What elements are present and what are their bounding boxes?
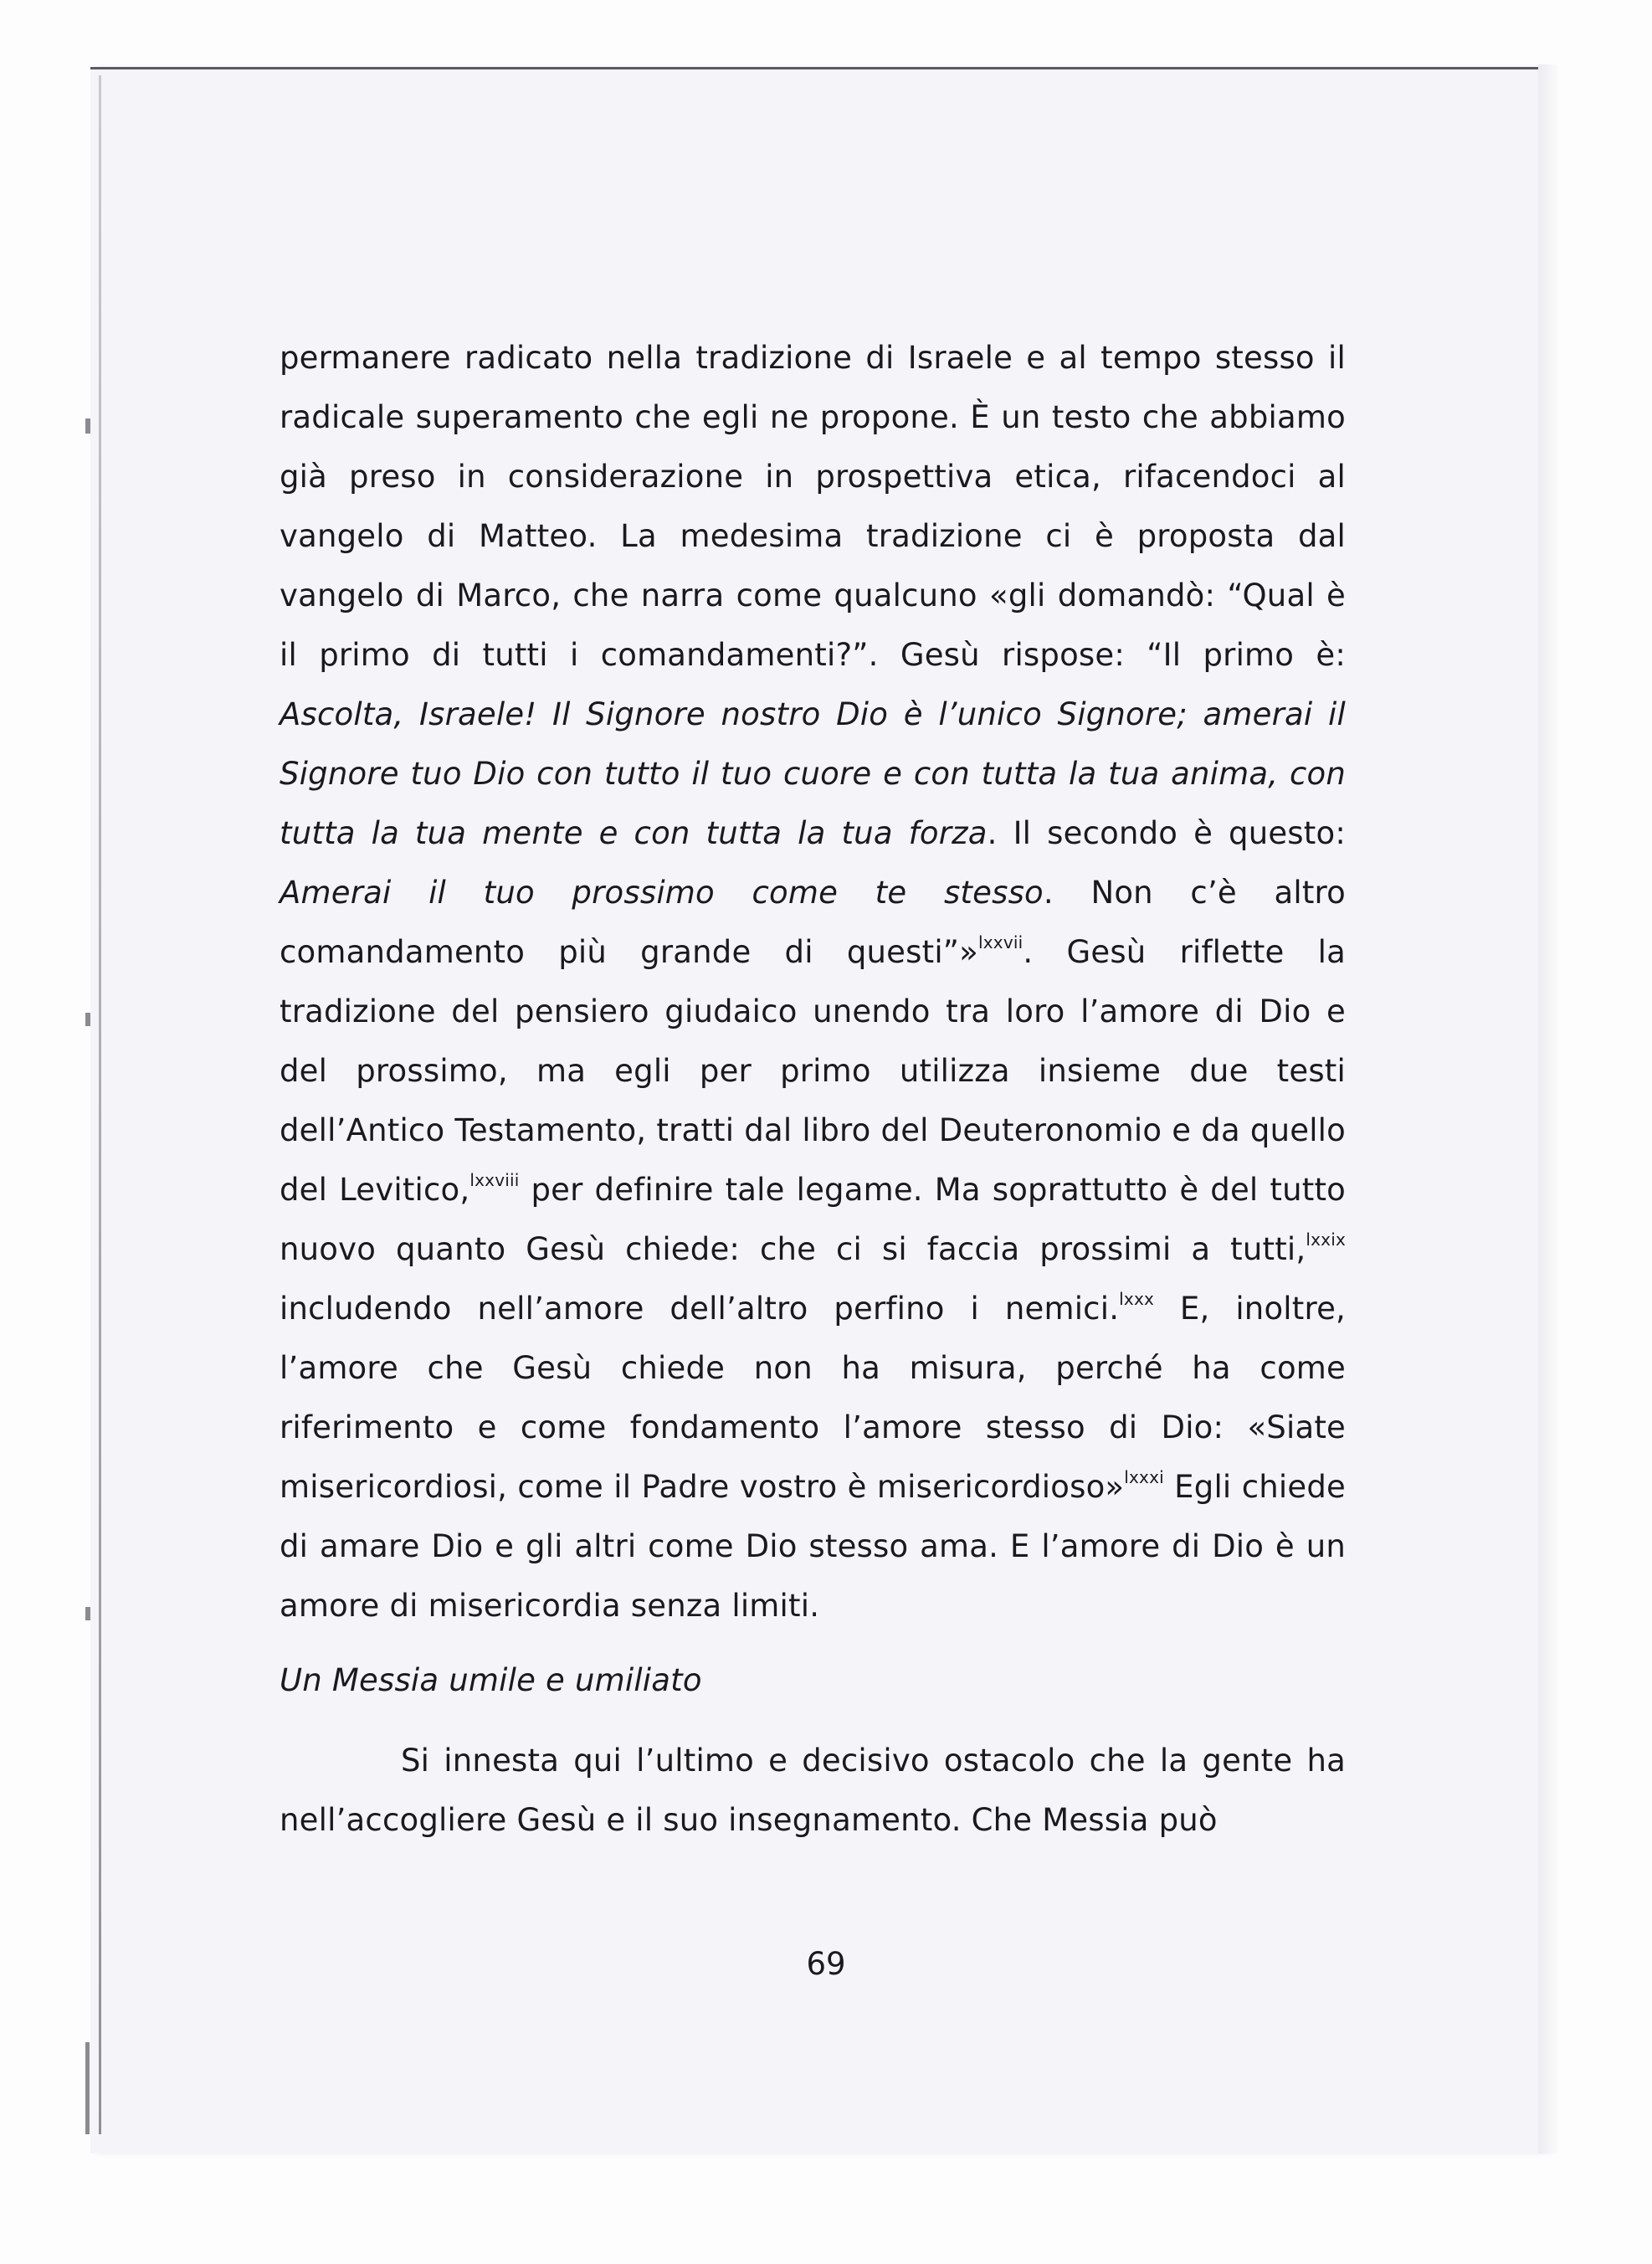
section-heading: Un Messia umile e umiliato bbox=[280, 1662, 702, 1698]
text-run: per definire tale legame. Ma soprattutto è del tutto nuovo quanto Gesù chiede: che ci si faccia prossimi a tutti, bbox=[280, 1172, 1346, 1267]
endnote-ref: lxxviii bbox=[469, 1169, 520, 1190]
body-text bbox=[280, 328, 1346, 1850]
gutter-mark bbox=[85, 418, 90, 434]
text-run: . Gesù riflette la tradizione del pensiero giudaico unendo tra loro l’amore di Dio e del prossimo, ma egli per primo utilizza insieme due testi dell’Antico Testamento, tratti dal libro del Deuteronomio e da quello del Levitico, bbox=[280, 934, 1346, 1208]
endnote-ref: lxxvii bbox=[978, 932, 1024, 952]
text-run: E, inoltre, l’amore che Gesù chiede non ha misura, perché ha come riferimento e come fondamento l’amore stesso di Dio: «Siate misericordiosi, come il Padre vostro è misericordioso» bbox=[280, 1291, 1347, 1505]
italic-quote: Amerai il tuo prossimo come te stesso bbox=[280, 875, 1044, 911]
text-run: . Il secondo è questo: bbox=[987, 815, 1346, 851]
text-run: . Non c’è altro comandamento più grande di questi”» bbox=[280, 875, 1346, 970]
text-run: permanere radicato nella tradizione di Israele e al tempo stesso il radicale superamento che egli ne propone. È un testo che abbiamo già preso in considerazione in prospettiva etica, rifacendoci al vangelo di Matteo. La medesima tradizione ci è proposta dal vangelo di Marco, che narra come qualcuno «gli domandò: “Qual è il primo di tutti i comandamenti?”. Gesù rispose: “Il primo è: bbox=[280, 340, 1346, 673]
binding-gutter bbox=[99, 75, 101, 2134]
paragraph bbox=[280, 328, 1346, 1635]
gutter-mark bbox=[85, 1013, 90, 1026]
text-run: Egli chiede di amare Dio e gli altri come Dio stesso ama. E l’amore di Dio è un amore di misericordia senza limiti. bbox=[280, 1469, 1346, 1624]
page-number: 69 bbox=[806, 1946, 846, 1982]
endnote-ref: lxxix bbox=[1306, 1229, 1346, 1250]
endnote-ref: lxxx bbox=[1119, 1288, 1155, 1309]
text-run: includendo nell’amore dell’altro perfino i nemici. bbox=[280, 1291, 1120, 1327]
gutter-mark bbox=[85, 1607, 90, 1620]
paragraph: Si innesta qui l’ultimo e decisivo ostacolo che la gente ha nell’accogliere Gesù e il suo insegnamento. Che Messia può bbox=[280, 1743, 1346, 1838]
gutter-mark bbox=[85, 2042, 90, 2134]
endnote-ref: lxxxi bbox=[1124, 1466, 1164, 1487]
italic-quote: Ascolta, Israele! Il Signore nostro Dio è l’unico Signore; amerai il Signore tuo Dio con tutto il tuo cuore e con tutta la tua anima, con tutta la tua mente e con tutta la tua forza bbox=[280, 696, 1346, 851]
